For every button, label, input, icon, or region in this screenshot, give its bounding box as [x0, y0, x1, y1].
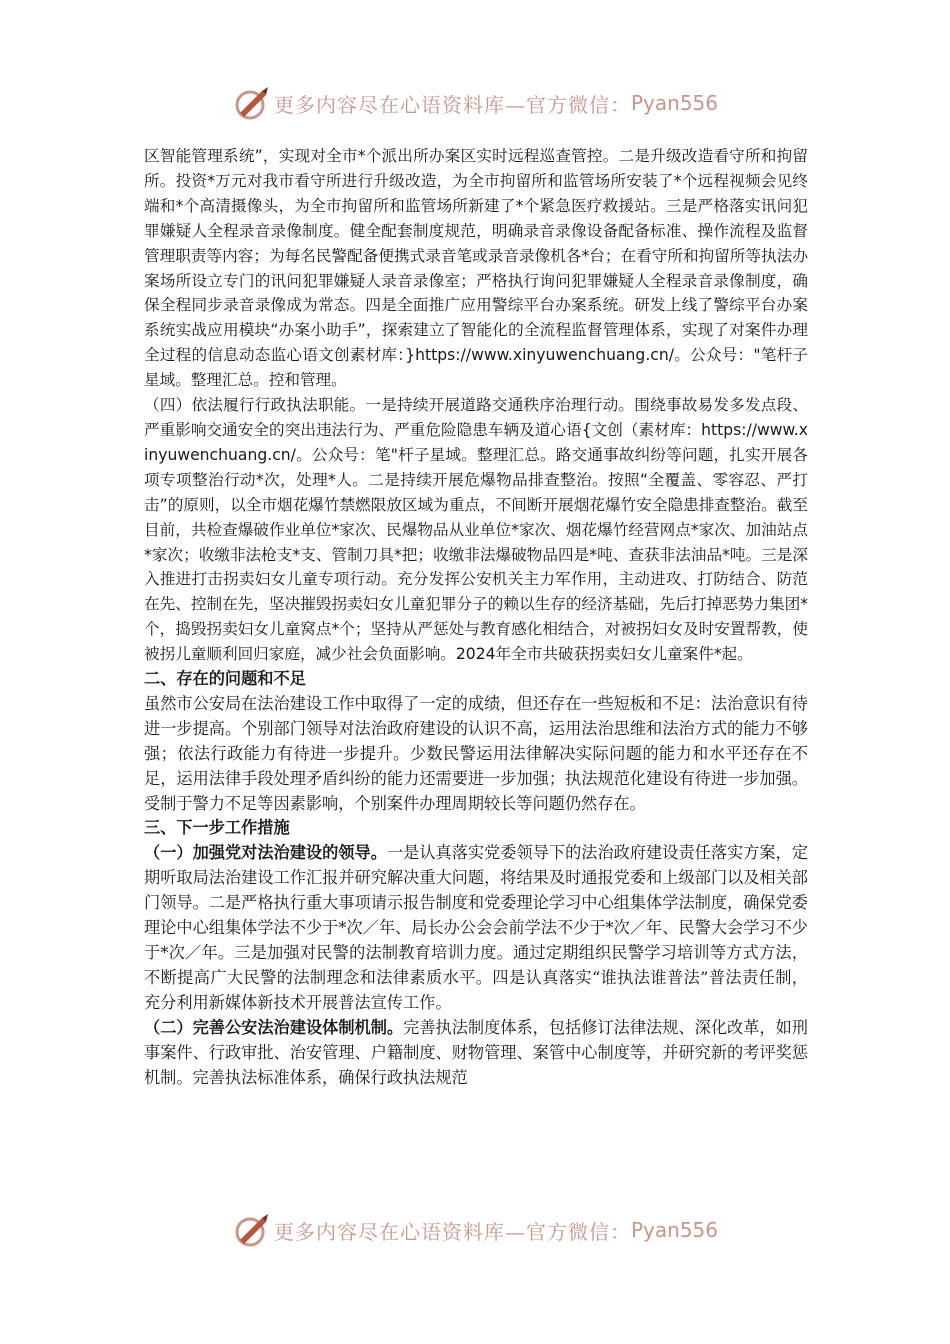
footer-banner: [0, 1210, 950, 1250]
paragraph-4-lead: （一）加强党对法治建设的领导。: [144, 843, 387, 863]
paragraph-3: 虽然市公安局在法治建设工作中取得了一定的成绩，但还存在一些短板和不足：法治意识有待进一步提高。个别部门领导对法治政府建设的认识不高，运用法治思维和法治方式的能力不够强；依法行政能力有待进一步提升。少数民警运用法律解决实际问题的能力和水平还存在不足，运用法律手段处理矛盾纠纷的能力还需要进一步加强；执法规范化建设有待进一步加强。受制于警力不足等因素影响，个别案件办理周期较长等问题仍然存在。: [144, 693, 808, 813]
footer-wechat-id: Pyan556: [630, 1218, 718, 1242]
section-heading-3: 三、下一步工作措施: [144, 818, 290, 838]
document-body: [144, 144, 808, 1090]
section-heading-2: 二、存在的问题和不足: [144, 669, 306, 689]
paragraph-5: [144, 1016, 808, 1091]
header-banner: [0, 83, 950, 123]
pen-logo-icon: [232, 1210, 272, 1250]
paragraph-1: 区智能管理系统”，实现对全市*个派出所办案区实时远程巡查管控。二是升级改造看守所和拘留所。投资*万元对我市看守所进行升级改造，为全市拘留所和监管场所安装了*个远程视频会见终端和*个高清摄像头，为全市拘留所和监管场所新建了*个紧急医疗救援站。三是严格落实讯问犯罪嫌疑人全程录音录像制度。健全配套制度规范，明确录音录像设备配备标准、操作流程及监督管理职责等内容；为每名民警配备便携式录音笔或录音录像机各*台；在看守所和拘留所等执法办案场所设立专门的讯问犯罪嫌疑人录音录像室；严格执行询问犯罪嫌疑人全程录音录像制度，确保全程同步录音录像成为常态。四是全面推广应用警综平台办案系统。研发上线了警综平台办案系统实战应用模块“办案小助手”，探索建立了智能化的全流程监督管理体系，实现了对案件办理全过程的信息动态监心语文创素材库：}https://www.xinyuwenchuang.cn/。公众号："笔杆子星域。整理汇总。控和管理。: [144, 147, 808, 390]
paragraph-5-lead: （二）完善公安法治建设体制机制。: [144, 1017, 404, 1037]
paragraph-4-text: 一是认真落实党委领导下的法治政府建设责任落实方案，定期听取局法治建设工作汇报并研究解决重大问题，将结果及时通报党委和上级部门以及相关部门领导。二是严格执行重大事项请示报告制度和党委理论学习中心组集体学法制度，确保党委理论中心组集体学法不少于*次／年、局长办公会会前学法不少于*次／年、民警大会学习不少于*次／年。三是加强对民警的法制教育培训力度。通过定期组织民警学习培训等方式方法，不断提高广大民警的法制理念和法律素质水平。四是认真落实“谁执法谁普法”普法责任制，充分利用新媒体新技术开展普法宣传工作。: [144, 843, 809, 1012]
paragraph-2: （四）依法履行行政执法职能。一是持续开展道路交通秩序治理行动。围绕事故易发多发点段、严重影响交通安全的突出违法行为、严重危险隐患车辆及道心语{文创（素材库：https://www.xinyuwenchuang.cn/。公众号：笔"杆子星域。整理汇总。路交通事故纠纷等问题，扎实开展各项专项整治行动*次，处理*人。二是持续开展危爆物品排查整治。按照“全覆盖、零容忍、严打击”的原则，以全市烟花爆竹禁燃限放区域为重点，不间断开展烟花爆竹安全隐患排查整治。截至目前，共检查爆破作业单位*家次、民爆物品从业单位*家次、烟花爆竹经营网点*家次、加油站点*家次；收缴非法枪支*支、管制刀具*把；收缴非法爆破物品四是*吨、查获非法油品*吨。三是深入推进打击拐卖妇女儿童专项行动。充分发挥公安机关主力军作用，主动进攻、打防结合、防范在先、控制在先，坚决摧毁拐卖妇女儿童犯罪分子的赖以生存的经济基础，先后打掉恶势力集团*个，捣毁拐卖妇女儿童窝点*个；坚持从严惩处与教育感化相结合，对被拐妇女及时安置帮教，使被拐儿童顺利回归家庭，减少社会负面影响。2024年全市共破获拐卖妇女儿童案件*起。: [144, 396, 808, 664]
footer-wechat-label: 官方微信：: [525, 1219, 631, 1244]
paragraph-5-text: 完善执法制度体系，包括修订法律法规、深化改革，如刑事案件、行政审批、治安管理、户籍制度、财物管理、案管中心制度等，并研究新的考评奖惩机制。完善执法标准体系，确保行政执法规范: [144, 1017, 808, 1087]
header-wechat-label: 官方微信：: [525, 92, 631, 117]
paragraph-4: [144, 841, 808, 1015]
footer-banner-text: 更多内容尽在心语资料库—: [273, 1219, 526, 1244]
pen-logo-icon: [232, 83, 272, 123]
header-wechat-id: Pyan556: [630, 91, 718, 115]
header-banner-text: 更多内容尽在心语资料库—: [273, 92, 526, 117]
